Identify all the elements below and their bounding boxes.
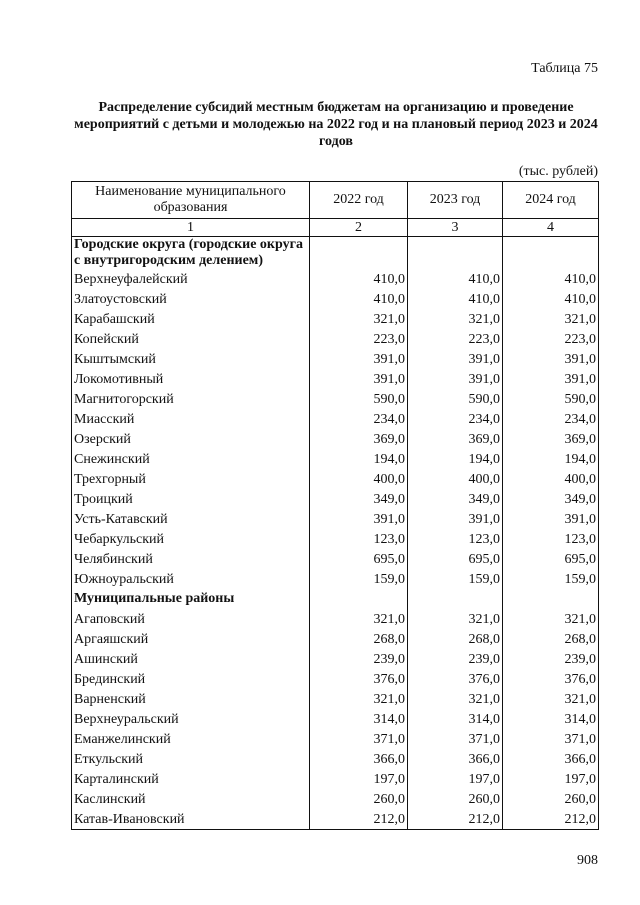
table-row bbox=[72, 489, 599, 509]
column-number-1: 1 bbox=[72, 219, 310, 237]
table-row bbox=[72, 729, 599, 749]
value-2024: 260,0 bbox=[503, 789, 599, 809]
value-2022: 197,0 bbox=[310, 769, 408, 789]
value-2022: 321,0 bbox=[310, 309, 408, 329]
municipality-name: Чебаркульский bbox=[72, 529, 310, 549]
value-2023: 123,0 bbox=[408, 529, 503, 549]
empty-cell bbox=[310, 589, 408, 609]
table-row bbox=[72, 269, 599, 289]
value-2023: 376,0 bbox=[408, 669, 503, 689]
column-number-4: 4 bbox=[503, 219, 599, 237]
value-2022: 391,0 bbox=[310, 509, 408, 529]
value-2022: 590,0 bbox=[310, 389, 408, 409]
municipality-name: Троицкий bbox=[72, 489, 310, 509]
value-2024: 321,0 bbox=[503, 309, 599, 329]
municipality-name: Кыштымский bbox=[72, 349, 310, 369]
value-2023: 590,0 bbox=[408, 389, 503, 409]
municipality-name: Брединский bbox=[72, 669, 310, 689]
municipality-name: Верхнеуральский bbox=[72, 709, 310, 729]
table-row bbox=[72, 429, 599, 449]
municipality-name: Челябинский bbox=[72, 549, 310, 569]
value-2024: 391,0 bbox=[503, 509, 599, 529]
value-2024: 123,0 bbox=[503, 529, 599, 549]
header-2023: 2023 год bbox=[408, 182, 503, 219]
document-title: Распределение субсидий местным бюджетам на организацию и проведение мероприятий с детьми и молодежью на 2022 год и на плановый период 2023 и 2024 годов bbox=[74, 100, 598, 149]
empty-cell bbox=[503, 237, 599, 270]
value-2023: 410,0 bbox=[408, 289, 503, 309]
municipality-name: Агаповский bbox=[72, 609, 310, 629]
header-2024: 2024 год bbox=[503, 182, 599, 219]
page-number: 908 bbox=[577, 853, 598, 868]
column-number-2: 2 bbox=[310, 219, 408, 237]
municipality-name: Миасский bbox=[72, 409, 310, 429]
value-2024: 223,0 bbox=[503, 329, 599, 349]
group-row bbox=[72, 589, 599, 609]
municipality-name: Златоустовский bbox=[72, 289, 310, 309]
municipality-name: Снежинский bbox=[72, 449, 310, 469]
value-2022: 391,0 bbox=[310, 349, 408, 369]
municipality-name: Еткульский bbox=[72, 749, 310, 769]
municipality-name: Аргаяшский bbox=[72, 629, 310, 649]
value-2023: 391,0 bbox=[408, 349, 503, 369]
value-2024: 194,0 bbox=[503, 449, 599, 469]
value-2023: 314,0 bbox=[408, 709, 503, 729]
table-header bbox=[72, 182, 599, 237]
table-row bbox=[72, 469, 599, 489]
table-row bbox=[72, 449, 599, 469]
value-2022: 371,0 bbox=[310, 729, 408, 749]
value-2022: 212,0 bbox=[310, 809, 408, 830]
value-2023: 371,0 bbox=[408, 729, 503, 749]
value-2022: 223,0 bbox=[310, 329, 408, 349]
value-2024: 314,0 bbox=[503, 709, 599, 729]
value-2023: 695,0 bbox=[408, 549, 503, 569]
municipality-name: Копейский bbox=[72, 329, 310, 349]
municipality-name: Верхнеуфалейский bbox=[72, 269, 310, 289]
table-row bbox=[72, 409, 599, 429]
municipality-name: Карталинский bbox=[72, 769, 310, 789]
municipality-name: Озерский bbox=[72, 429, 310, 449]
value-2024: 159,0 bbox=[503, 569, 599, 589]
value-2022: 366,0 bbox=[310, 749, 408, 769]
municipality-name: Катав-Ивановский bbox=[72, 809, 310, 830]
value-2023: 159,0 bbox=[408, 569, 503, 589]
table-row bbox=[72, 549, 599, 569]
value-2024: 321,0 bbox=[503, 689, 599, 709]
value-2024: 391,0 bbox=[503, 349, 599, 369]
value-2024: 376,0 bbox=[503, 669, 599, 689]
value-2024: 321,0 bbox=[503, 609, 599, 629]
value-2023: 349,0 bbox=[408, 489, 503, 509]
units-label: (тыс. рублей) bbox=[518, 164, 598, 179]
value-2023: 212,0 bbox=[408, 809, 503, 830]
table-row bbox=[72, 689, 599, 709]
table-row bbox=[72, 609, 599, 629]
value-2022: 376,0 bbox=[310, 669, 408, 689]
table-row bbox=[72, 529, 599, 549]
value-2024: 695,0 bbox=[503, 549, 599, 569]
municipality-name: Трехгорный bbox=[72, 469, 310, 489]
municipality-name: Ашинский bbox=[72, 649, 310, 669]
table-row bbox=[72, 649, 599, 669]
value-2022: 234,0 bbox=[310, 409, 408, 429]
table-row bbox=[72, 629, 599, 649]
group-title: Городские округа (городские округа с внутригородским делением) bbox=[72, 237, 310, 270]
value-2024: 234,0 bbox=[503, 409, 599, 429]
municipality-name: Магнитогорский bbox=[72, 389, 310, 409]
table-row bbox=[72, 709, 599, 729]
table-label: Таблица 75 bbox=[531, 61, 598, 76]
value-2022: 260,0 bbox=[310, 789, 408, 809]
municipality-name: Южноуральский bbox=[72, 569, 310, 589]
municipality-name: Каслинский bbox=[72, 789, 310, 809]
municipality-name: Локомотивный bbox=[72, 369, 310, 389]
value-2023: 234,0 bbox=[408, 409, 503, 429]
empty-cell bbox=[503, 589, 599, 609]
table-row bbox=[72, 769, 599, 789]
value-2023: 369,0 bbox=[408, 429, 503, 449]
value-2024: 197,0 bbox=[503, 769, 599, 789]
value-2023: 268,0 bbox=[408, 629, 503, 649]
column-number-3: 3 bbox=[408, 219, 503, 237]
value-2024: 239,0 bbox=[503, 649, 599, 669]
value-2022: 695,0 bbox=[310, 549, 408, 569]
empty-cell bbox=[310, 237, 408, 270]
group-title: Муниципальные районы bbox=[72, 589, 310, 609]
empty-cell bbox=[408, 237, 503, 270]
value-2024: 371,0 bbox=[503, 729, 599, 749]
table-row bbox=[72, 309, 599, 329]
value-2023: 239,0 bbox=[408, 649, 503, 669]
value-2023: 194,0 bbox=[408, 449, 503, 469]
value-2023: 197,0 bbox=[408, 769, 503, 789]
value-2022: 391,0 bbox=[310, 369, 408, 389]
value-2023: 391,0 bbox=[408, 509, 503, 529]
value-2024: 400,0 bbox=[503, 469, 599, 489]
table-row bbox=[72, 369, 599, 389]
value-2022: 321,0 bbox=[310, 689, 408, 709]
subsidy-table bbox=[71, 181, 599, 830]
table-row bbox=[72, 569, 599, 589]
value-2024: 369,0 bbox=[503, 429, 599, 449]
municipality-name: Еманжелинский bbox=[72, 729, 310, 749]
table-row bbox=[72, 289, 599, 309]
value-2023: 260,0 bbox=[408, 789, 503, 809]
value-2023: 321,0 bbox=[408, 689, 503, 709]
value-2023: 321,0 bbox=[408, 309, 503, 329]
value-2023: 321,0 bbox=[408, 609, 503, 629]
value-2024: 410,0 bbox=[503, 269, 599, 289]
value-2024: 590,0 bbox=[503, 389, 599, 409]
municipality-name: Варненский bbox=[72, 689, 310, 709]
table-row bbox=[72, 669, 599, 689]
value-2022: 410,0 bbox=[310, 269, 408, 289]
empty-cell bbox=[408, 589, 503, 609]
municipality-name: Усть-Катавский bbox=[72, 509, 310, 529]
value-2022: 194,0 bbox=[310, 449, 408, 469]
value-2024: 349,0 bbox=[503, 489, 599, 509]
value-2023: 366,0 bbox=[408, 749, 503, 769]
value-2022: 268,0 bbox=[310, 629, 408, 649]
value-2024: 268,0 bbox=[503, 629, 599, 649]
value-2022: 123,0 bbox=[310, 529, 408, 549]
header-2022: 2022 год bbox=[310, 182, 408, 219]
table-row bbox=[72, 809, 599, 830]
value-2023: 400,0 bbox=[408, 469, 503, 489]
value-2022: 314,0 bbox=[310, 709, 408, 729]
table-row bbox=[72, 789, 599, 809]
table-row bbox=[72, 749, 599, 769]
value-2024: 410,0 bbox=[503, 289, 599, 309]
table-row bbox=[72, 389, 599, 409]
value-2022: 349,0 bbox=[310, 489, 408, 509]
table-row bbox=[72, 509, 599, 529]
table-row bbox=[72, 329, 599, 349]
value-2022: 400,0 bbox=[310, 469, 408, 489]
header-name: Наименование муниципального образования bbox=[72, 182, 310, 219]
value-2024: 391,0 bbox=[503, 369, 599, 389]
value-2022: 321,0 bbox=[310, 609, 408, 629]
group-row bbox=[72, 237, 599, 270]
table-body bbox=[72, 237, 599, 830]
value-2022: 369,0 bbox=[310, 429, 408, 449]
table-row bbox=[72, 349, 599, 369]
value-2023: 391,0 bbox=[408, 369, 503, 389]
municipality-name: Карабашский bbox=[72, 309, 310, 329]
value-2023: 410,0 bbox=[408, 269, 503, 289]
value-2022: 410,0 bbox=[310, 289, 408, 309]
value-2022: 239,0 bbox=[310, 649, 408, 669]
value-2022: 159,0 bbox=[310, 569, 408, 589]
value-2023: 223,0 bbox=[408, 329, 503, 349]
value-2024: 366,0 bbox=[503, 749, 599, 769]
value-2024: 212,0 bbox=[503, 809, 599, 830]
